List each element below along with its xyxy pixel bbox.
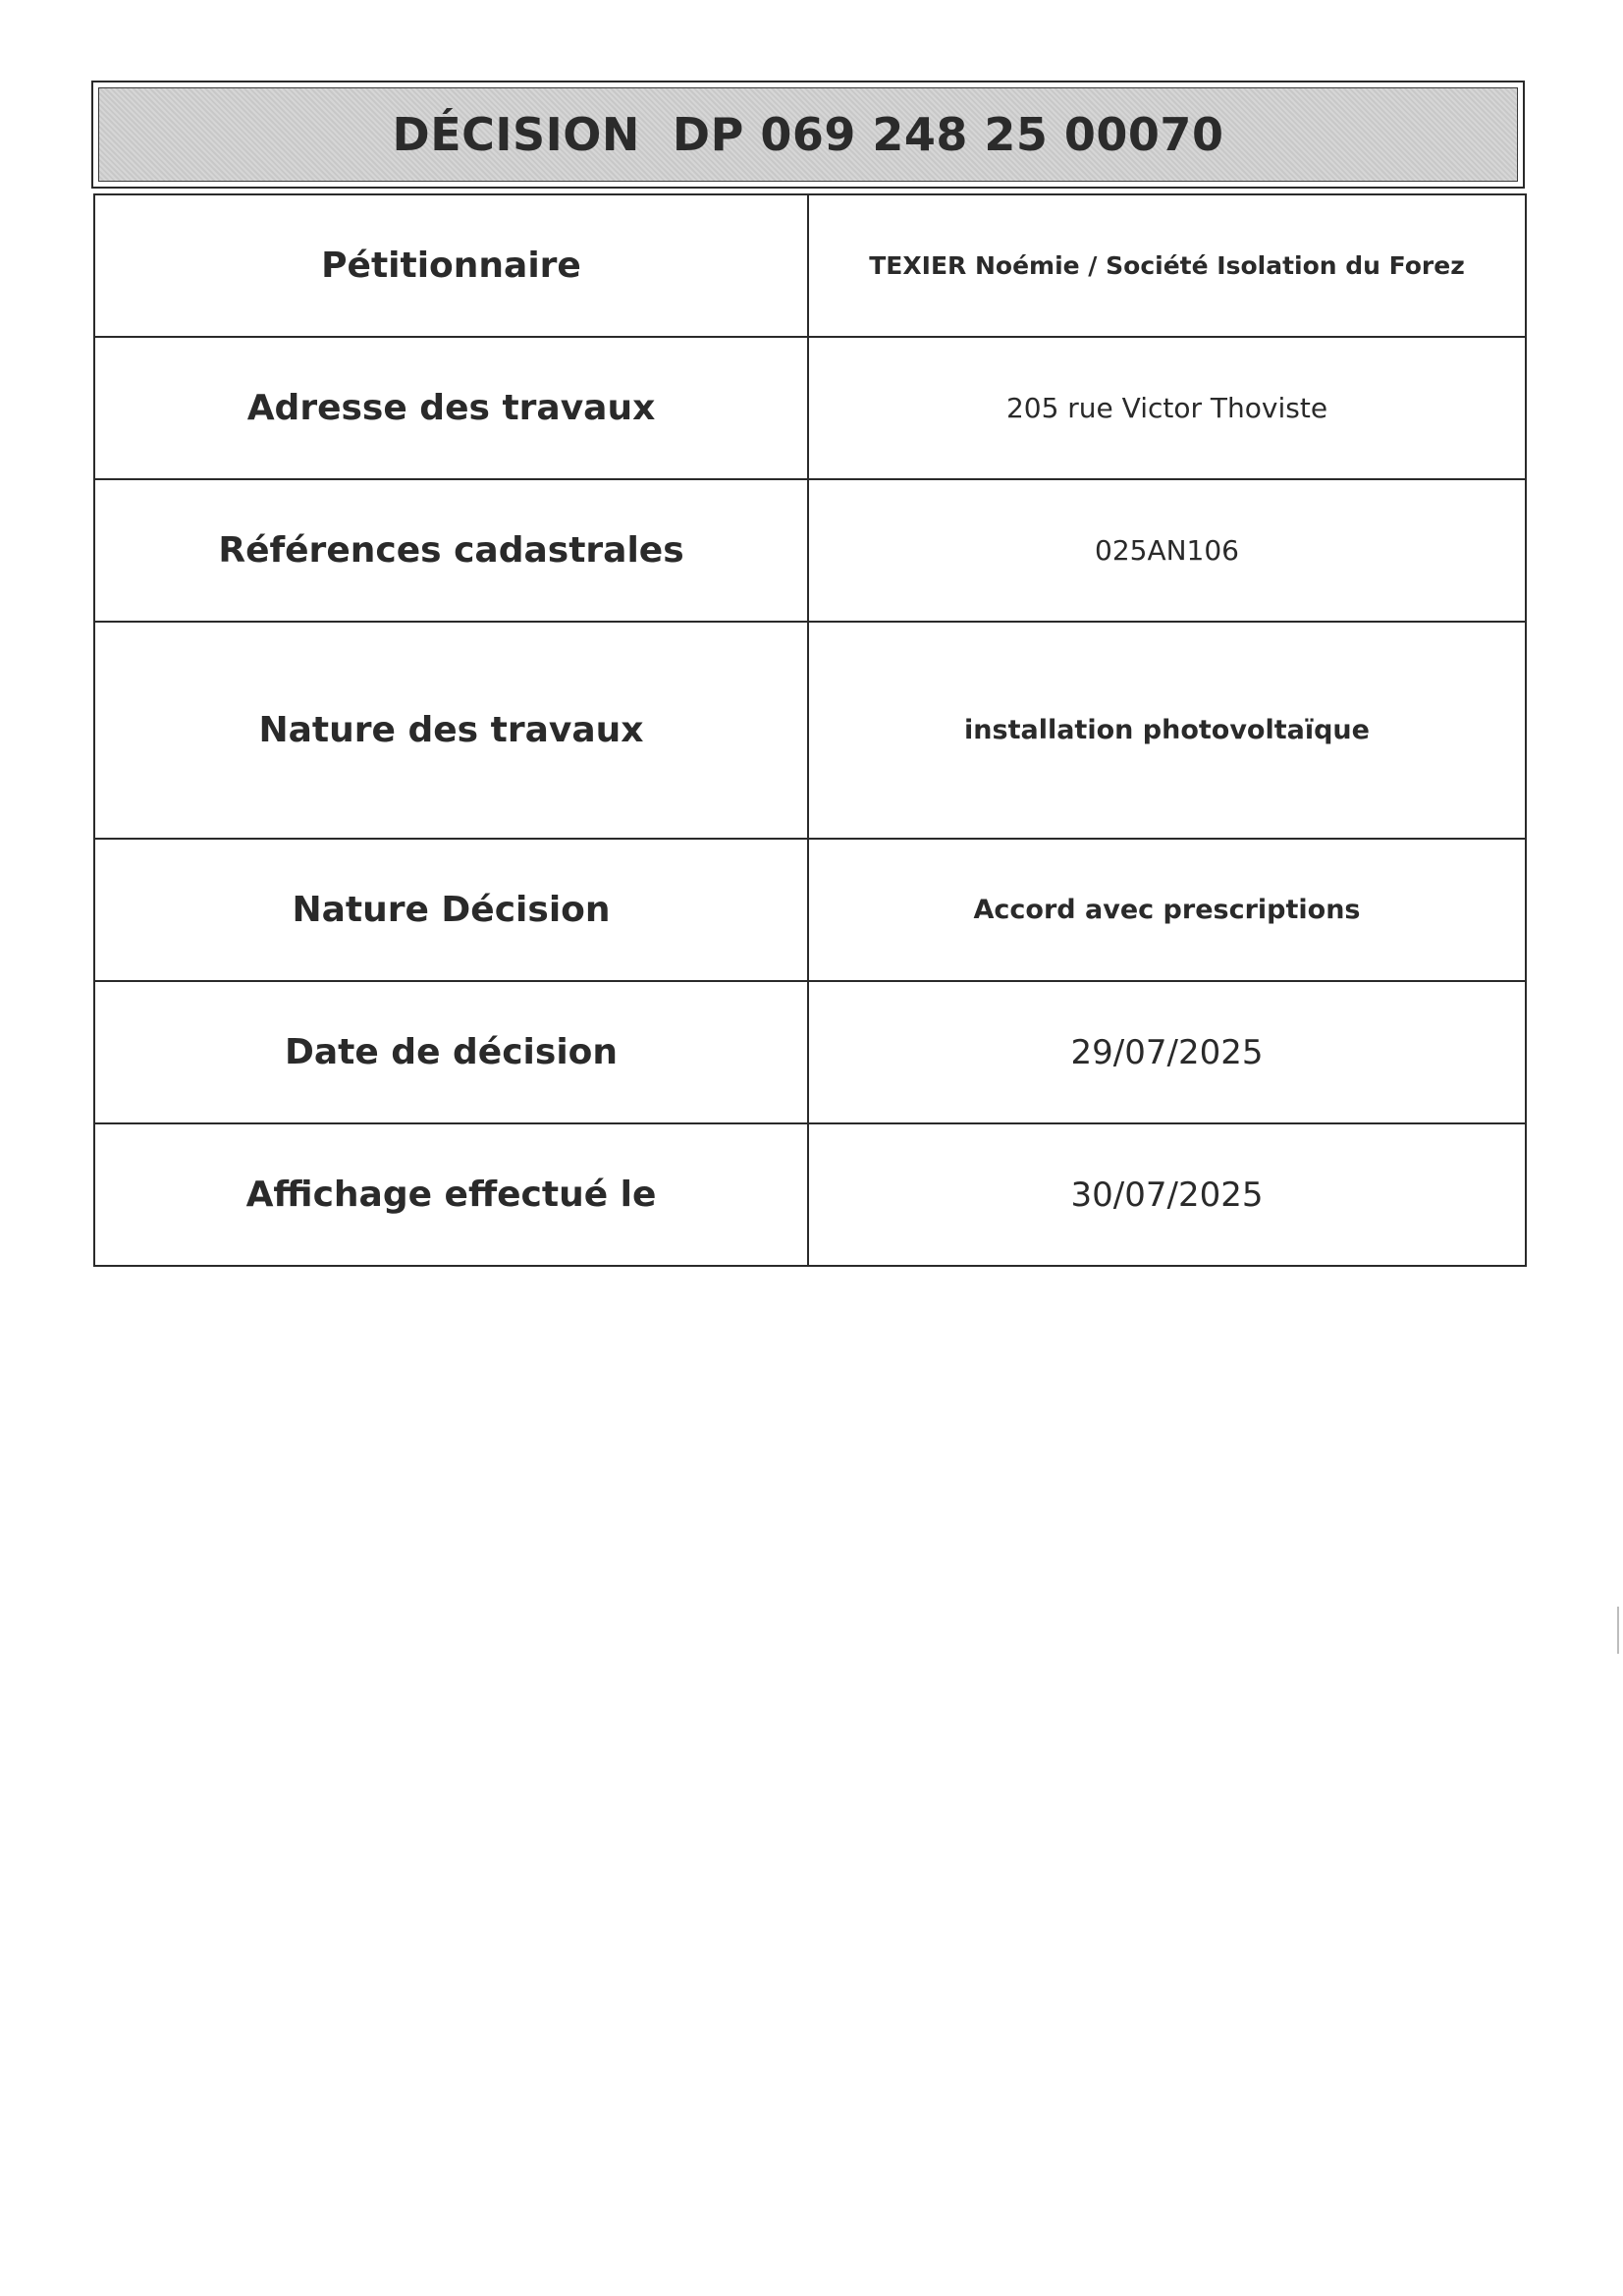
table-row bbox=[94, 981, 1526, 1123]
row-label-cell bbox=[94, 622, 808, 839]
nature-decision-value: Accord avec prescriptions bbox=[973, 895, 1361, 925]
table-row bbox=[94, 479, 1526, 622]
row-label-cell bbox=[94, 981, 808, 1123]
row-value-cell bbox=[808, 622, 1526, 839]
decision-title: DÉCISION DP 069 248 25 00070 bbox=[392, 108, 1224, 161]
decision-info-table bbox=[93, 193, 1527, 1267]
nature-decision-label: Nature Décision bbox=[292, 890, 611, 930]
row-value-cell bbox=[808, 839, 1526, 981]
row-value-cell bbox=[808, 1123, 1526, 1266]
row-value-cell bbox=[808, 479, 1526, 622]
date-decision-label: Date de décision bbox=[284, 1032, 619, 1072]
adresse-label: Adresse des travaux bbox=[246, 388, 656, 428]
row-label-cell bbox=[94, 337, 808, 479]
table-row bbox=[94, 337, 1526, 479]
decision-title-box bbox=[91, 81, 1525, 189]
date-decision-value: 29/07/2025 bbox=[1070, 1032, 1264, 1072]
row-value-cell bbox=[808, 337, 1526, 479]
affichage-value: 30/07/2025 bbox=[1070, 1175, 1264, 1215]
table-row bbox=[94, 1123, 1526, 1266]
table-row bbox=[94, 839, 1526, 981]
petitionnaire-value: TEXIER Noémie / Société Isolation du Forez bbox=[869, 251, 1465, 280]
nature-travaux-value: installation photovoltaïque bbox=[964, 715, 1370, 745]
row-value-cell bbox=[808, 981, 1526, 1123]
nature-travaux-label: Nature des travaux bbox=[258, 710, 644, 750]
row-label-cell bbox=[94, 1123, 808, 1266]
table-row bbox=[94, 194, 1526, 337]
decision-title-banner bbox=[98, 87, 1518, 182]
row-label-cell bbox=[94, 479, 808, 622]
row-label-cell bbox=[94, 839, 808, 981]
scan-edge-mark bbox=[1617, 1607, 1619, 1654]
row-label-cell bbox=[94, 194, 808, 337]
adresse-value: 205 rue Victor Thoviste bbox=[1005, 392, 1328, 424]
references-cadastrales-value: 025AN106 bbox=[1095, 534, 1239, 567]
table-row bbox=[94, 622, 1526, 839]
petitionnaire-label: Pétitionnaire bbox=[321, 246, 581, 286]
references-cadastrales-label: Références cadastrales bbox=[218, 530, 684, 571]
row-value-cell bbox=[808, 194, 1526, 337]
affichage-label: Affichage effectué le bbox=[245, 1175, 657, 1215]
